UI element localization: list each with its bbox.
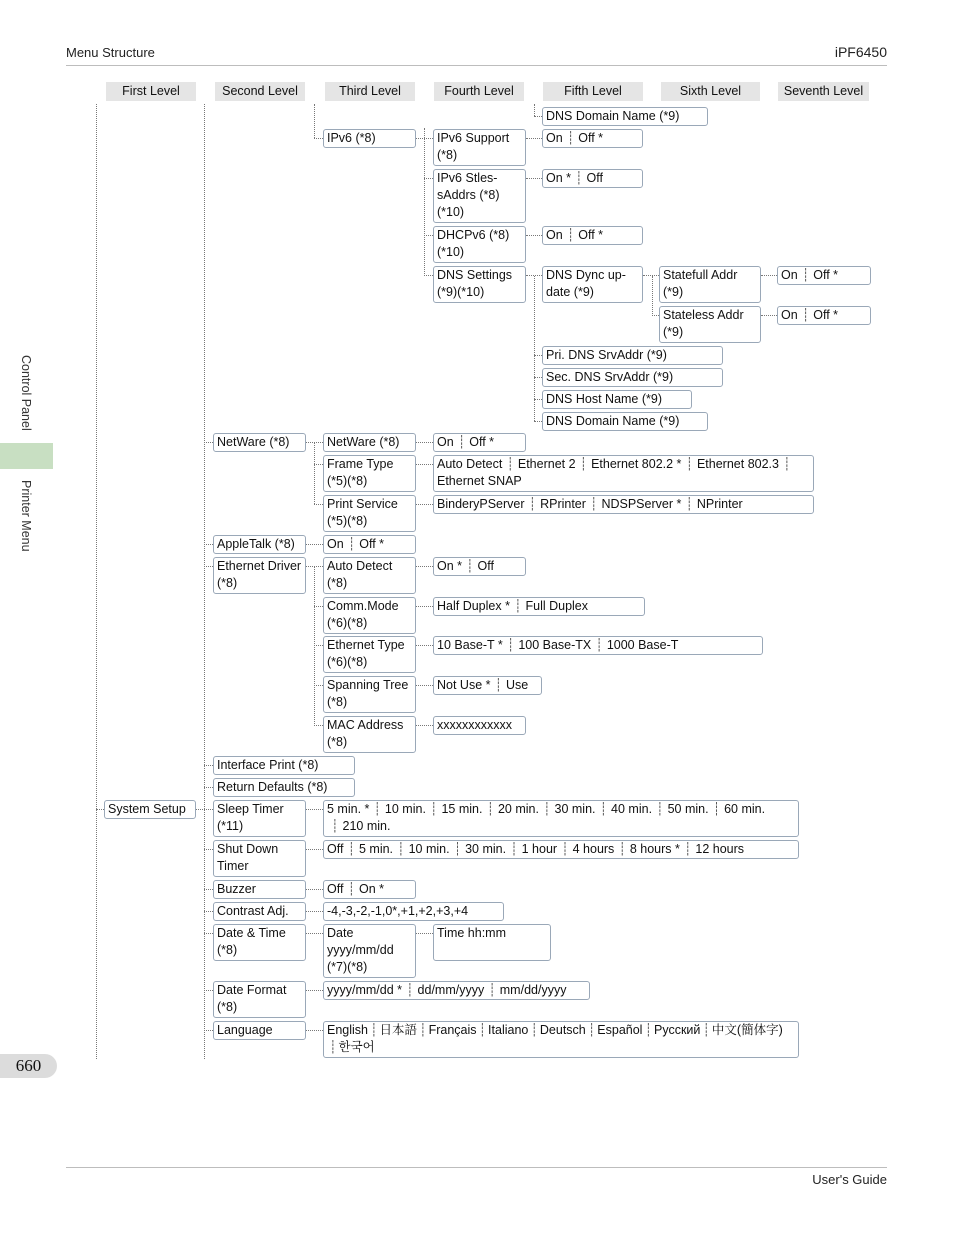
option: Español — [597, 1023, 643, 1037]
h-connector — [196, 809, 213, 810]
option: On * — [358, 882, 384, 896]
separator: ┊ — [488, 983, 496, 997]
menu-netware-sub: NetWare (*8) — [323, 433, 416, 452]
h-connector — [643, 275, 659, 276]
menu-pri-dns-srvaddr: Pri. DNS SrvAddr (*9) — [542, 346, 723, 365]
h-connector — [534, 355, 542, 356]
h-connector — [652, 315, 659, 316]
h-connector — [534, 377, 542, 378]
option: Off * — [813, 308, 838, 322]
h-connector — [314, 606, 323, 607]
option: 10 Base-T * — [437, 638, 503, 652]
option: Off — [586, 171, 603, 185]
separator: ┊ — [506, 457, 514, 471]
h-connector — [526, 138, 542, 139]
h-connector — [416, 442, 433, 443]
option: Ethernet 802.3 — [696, 457, 779, 471]
menu-date: Date yyyy/mm/dd (*7)(*8) — [323, 924, 416, 978]
trunk-level-5a — [534, 104, 535, 116]
option: 210 min. — [342, 819, 391, 833]
h-connector — [534, 399, 542, 400]
h-connector — [306, 889, 323, 890]
h-connector — [416, 464, 433, 465]
h-connector — [424, 235, 433, 236]
h-connector — [314, 645, 323, 646]
separator: ┊ — [644, 1023, 652, 1037]
option: On — [781, 308, 798, 322]
menu-ethernet-type: Ethernet Type (*6)(*8) — [323, 636, 416, 673]
menu-print-service: Print Service (*5)(*8) — [323, 495, 416, 532]
options-auto-detect — [433, 557, 526, 576]
menu-frame-type: Frame Type (*5)(*8) — [323, 455, 416, 492]
menu-ipv6: IPv6 (*8) — [323, 129, 416, 148]
h-connector — [204, 889, 213, 890]
h-connector — [534, 116, 542, 117]
h-connector — [306, 911, 323, 912]
option: 5 min. — [358, 842, 394, 856]
option: Off — [477, 559, 494, 573]
separator: ┊ — [506, 638, 515, 652]
option: On — [437, 435, 454, 449]
options-ipv6-support — [542, 129, 643, 148]
separator: ┊ — [595, 638, 603, 652]
option: Ethernet 802.2 * — [591, 457, 682, 471]
option: NPrinter — [696, 497, 743, 511]
menu-date-format: Date Format (*8) — [213, 981, 306, 1018]
h-connector — [204, 990, 213, 991]
option: Ethernet 2 — [517, 457, 576, 471]
option: Auto Detect — [437, 457, 503, 471]
option: Ethernet SNAP — [437, 474, 522, 488]
option: 10 min. — [408, 842, 450, 856]
separator: ┊ — [406, 983, 414, 997]
h-connector — [416, 606, 433, 607]
separator: ┊ — [331, 819, 339, 833]
h-connector — [204, 849, 213, 850]
menu-stateless-addr: Stateless Addr (*9) — [659, 306, 761, 343]
separator: ┊ — [685, 457, 693, 471]
option: 12 hours — [695, 842, 745, 856]
separator: ┊ — [656, 802, 664, 816]
h-connector — [416, 685, 433, 686]
options-appletalk — [323, 535, 416, 554]
menu-auto-detect: Auto Detect (*8) — [323, 557, 416, 594]
option: Русский — [654, 1023, 701, 1037]
h-connector — [314, 138, 323, 139]
options-sleep-timer — [323, 800, 799, 837]
option: Off — [327, 882, 344, 896]
option: Full Duplex — [525, 599, 589, 613]
separator: ┊ — [782, 457, 791, 471]
separator: ┊ — [530, 1023, 538, 1037]
separator: ┊ — [478, 1023, 487, 1037]
option: Off * — [359, 537, 384, 551]
separator: ┊ — [618, 842, 626, 856]
h-connector — [534, 421, 542, 422]
menu-appletalk: AppleTalk (*8) — [213, 535, 306, 554]
trunk-level-4a — [424, 128, 425, 274]
option: Half Duplex * — [437, 599, 510, 613]
option: 60 min. — [724, 802, 766, 816]
separator: ┊ — [457, 435, 466, 449]
separator: ┊ — [801, 308, 810, 322]
separator: ┊ — [494, 678, 503, 692]
h-connector — [416, 933, 433, 934]
options-shut-down-timer — [323, 840, 799, 859]
menu-spanning-tree: Spanning Tree (*8) — [323, 676, 416, 713]
h-connector — [306, 566, 323, 567]
options-comm-mode — [433, 597, 645, 616]
separator: ┊ — [370, 1023, 378, 1037]
options-dhcpv6 — [542, 226, 643, 245]
level-header-3: Third Level — [325, 82, 415, 101]
separator: ┊ — [419, 1023, 427, 1037]
option: 5 min. * — [327, 802, 370, 816]
running-header-right: iPF6450 — [834, 44, 887, 60]
options-statefull-addr — [777, 266, 871, 285]
menu-sleep-timer: Sleep Timer (*11) — [213, 800, 306, 837]
options-buzzer — [323, 880, 416, 899]
trunk-level-6a — [652, 276, 653, 316]
h-connector — [526, 178, 542, 179]
side-tab-marker — [0, 443, 53, 469]
option: NDSPServer * — [601, 497, 682, 511]
menu-sec-dns-srvaddr: Sec. DNS SrvAddr (*9) — [542, 368, 723, 387]
option: Off — [327, 842, 344, 856]
option: 15 min. — [441, 802, 483, 816]
option: 中文(簡体字) — [711, 1023, 783, 1037]
h-connector — [204, 442, 213, 443]
separator: ┊ — [702, 1023, 710, 1037]
menu-contrast-adj: Contrast Adj. — [213, 902, 306, 921]
option: English — [327, 1023, 368, 1037]
menu-language: Language — [213, 1021, 306, 1040]
level-header-4: Fourth Level — [434, 82, 524, 101]
level-header-7: Seventh Level — [778, 82, 869, 101]
separator: ┊ — [575, 171, 583, 185]
options-ethernet-type — [433, 636, 763, 655]
option: 한국어 — [338, 1040, 375, 1054]
option: RPrinter — [540, 497, 586, 511]
option: 20 min. — [497, 802, 539, 816]
separator: ┊ — [373, 802, 381, 816]
header-rule — [66, 65, 887, 66]
options-contrast-adj: -4,-3,-2,-1,0*,+1,+2,+3,+4 — [323, 902, 504, 921]
option: 4 hours — [572, 842, 615, 856]
option: Deutsch — [539, 1023, 586, 1037]
option: Use — [506, 678, 529, 692]
separator: ┊ — [566, 131, 575, 145]
h-connector — [204, 933, 213, 934]
option: On — [781, 268, 798, 282]
h-connector — [416, 504, 433, 505]
trunk-ethernet — [314, 566, 315, 726]
h-connector — [424, 178, 433, 179]
option: yyyy/mm/dd * — [327, 983, 403, 997]
option: 30 min. — [465, 842, 507, 856]
option: On — [546, 228, 563, 242]
separator: ┊ — [329, 1040, 337, 1054]
option: Off * — [469, 435, 494, 449]
side-label-control-panel: Control Panel — [19, 355, 33, 431]
h-connector — [314, 725, 323, 726]
separator: ┊ — [466, 559, 474, 573]
menu-ipv6-support: IPv6 Support (*8) — [433, 129, 526, 166]
h-connector — [416, 725, 433, 726]
option: On * — [546, 171, 572, 185]
menu-dns-dync-update: DNS Dync up-date (*9) — [542, 266, 643, 303]
menu-netware: NetWare (*8) — [213, 433, 306, 452]
option: 30 min. — [554, 802, 596, 816]
menu-dns-settings: DNS Settings (*9)(*10) — [433, 266, 526, 303]
h-connector — [306, 442, 323, 443]
h-connector — [416, 645, 433, 646]
menu-time: Time hh:mm — [433, 924, 551, 961]
option: On * — [437, 559, 463, 573]
separator: ┊ — [542, 802, 551, 816]
menu-system-setup: System Setup — [104, 800, 196, 819]
options-netware — [433, 433, 526, 452]
separator: ┊ — [397, 842, 405, 856]
option: 100 Base-TX — [518, 638, 592, 652]
option: 1000 Base-T — [606, 638, 679, 652]
option: 1 hour — [521, 842, 558, 856]
option: Not Use * — [437, 678, 491, 692]
menu-dhcpv6: DHCPv6 (*8) (*10) — [433, 226, 526, 263]
separator: ┊ — [683, 842, 692, 856]
menu-buzzer: Buzzer — [213, 880, 306, 899]
separator: ┊ — [712, 802, 721, 816]
option: 10 min. — [384, 802, 426, 816]
h-connector — [416, 138, 433, 139]
separator: ┊ — [513, 599, 522, 613]
menu-ipv6-stlessaddrs: IPv6 Stles-sAddrs (*8) (*10) — [433, 169, 526, 223]
option: 40 min. — [611, 802, 653, 816]
option: Off * — [813, 268, 838, 282]
h-connector — [204, 787, 213, 788]
option: On — [546, 131, 563, 145]
separator: ┊ — [528, 497, 537, 511]
h-connector — [306, 933, 323, 934]
level-header-5: Fifth Level — [543, 82, 643, 101]
footer-rule — [66, 1167, 887, 1168]
level-header-2: Second Level — [215, 82, 305, 101]
separator: ┊ — [510, 842, 518, 856]
menu-interface-print: Interface Print (*8) — [213, 756, 355, 775]
separator: ┊ — [347, 842, 355, 856]
h-connector — [96, 809, 104, 810]
h-connector — [314, 685, 323, 686]
h-connector — [314, 504, 323, 505]
options-ipv6-stlessaddrs — [542, 169, 643, 188]
separator: ┊ — [561, 842, 569, 856]
separator: ┊ — [429, 802, 438, 816]
menu-return-defaults: Return Defaults (*8) — [213, 778, 355, 797]
separator: ┊ — [801, 268, 810, 282]
option: dd/mm/yyyy — [417, 983, 485, 997]
separator: ┊ — [589, 497, 598, 511]
level-header-6: Sixth Level — [661, 82, 760, 101]
option: Off * — [578, 228, 603, 242]
menu-mac-address: MAC Address (*8) — [323, 716, 416, 753]
h-connector — [416, 566, 433, 567]
options-language — [323, 1021, 799, 1058]
option: Off * — [578, 131, 603, 145]
option: Français — [428, 1023, 477, 1037]
h-connector — [306, 849, 323, 850]
option: mm/dd/yyyy — [499, 983, 567, 997]
level-header-1: First Level — [106, 82, 196, 101]
separator: ┊ — [579, 457, 588, 471]
menu-comm-mode: Comm.Mode (*6)(*8) — [323, 597, 416, 634]
options-stateless-addr — [777, 306, 871, 325]
menu-date-time: Date & Time (*8) — [213, 924, 306, 961]
option: 8 hours * — [629, 842, 680, 856]
h-connector — [761, 315, 777, 316]
separator: ┊ — [347, 537, 356, 551]
menu-ethernet-driver: Ethernet Driver (*8) — [213, 557, 306, 594]
h-connector — [204, 544, 213, 545]
option: 50 min. — [667, 802, 709, 816]
h-connector — [526, 275, 542, 276]
options-print-service — [433, 495, 814, 514]
value-mac-address: xxxxxxxxxxxx — [433, 716, 526, 735]
separator: ┊ — [486, 802, 494, 816]
h-connector — [424, 275, 433, 276]
h-connector — [306, 809, 323, 810]
h-connector — [306, 990, 323, 991]
h-connector — [306, 1030, 323, 1031]
separator: ┊ — [599, 802, 608, 816]
trunk-netware — [314, 442, 315, 504]
running-footer-right: User's Guide — [812, 1172, 887, 1187]
side-label-printer-menu: Printer Menu — [19, 480, 33, 552]
h-connector — [761, 275, 777, 276]
separator: ┊ — [685, 497, 693, 511]
separator: ┊ — [566, 228, 575, 242]
page-number: 660 — [0, 1054, 57, 1078]
running-header-left: Menu Structure — [66, 45, 155, 60]
options-spanning-tree — [433, 676, 542, 695]
trunk-system — [204, 809, 205, 1031]
option: BinderyPServer — [437, 497, 525, 511]
menu-dns-domain-name: DNS Domain Name (*9) — [542, 412, 708, 431]
h-connector — [306, 544, 323, 545]
menu-dns-domain-name-top: DNS Domain Name (*9) — [542, 107, 708, 126]
option: On — [327, 537, 344, 551]
trunk-level-3a — [314, 104, 315, 138]
menu-statefull-addr: Statefull Addr (*9) — [659, 266, 761, 303]
separator: ┊ — [347, 882, 355, 896]
separator: ┊ — [587, 1023, 596, 1037]
option: Italiano — [488, 1023, 529, 1037]
trunk-level-1 — [96, 104, 97, 1059]
menu-shut-down-timer: Shut Down Timer — [213, 840, 306, 877]
h-connector — [204, 765, 213, 766]
h-connector — [204, 566, 213, 567]
option: 日本語 — [379, 1023, 418, 1037]
h-connector — [526, 235, 542, 236]
separator: ┊ — [453, 842, 462, 856]
h-connector — [314, 464, 323, 465]
h-connector — [204, 1030, 213, 1031]
menu-dns-host-name: DNS Host Name (*9) — [542, 390, 692, 409]
options-frame-type — [433, 455, 814, 492]
h-connector — [204, 911, 213, 912]
options-date-format — [323, 981, 590, 1000]
